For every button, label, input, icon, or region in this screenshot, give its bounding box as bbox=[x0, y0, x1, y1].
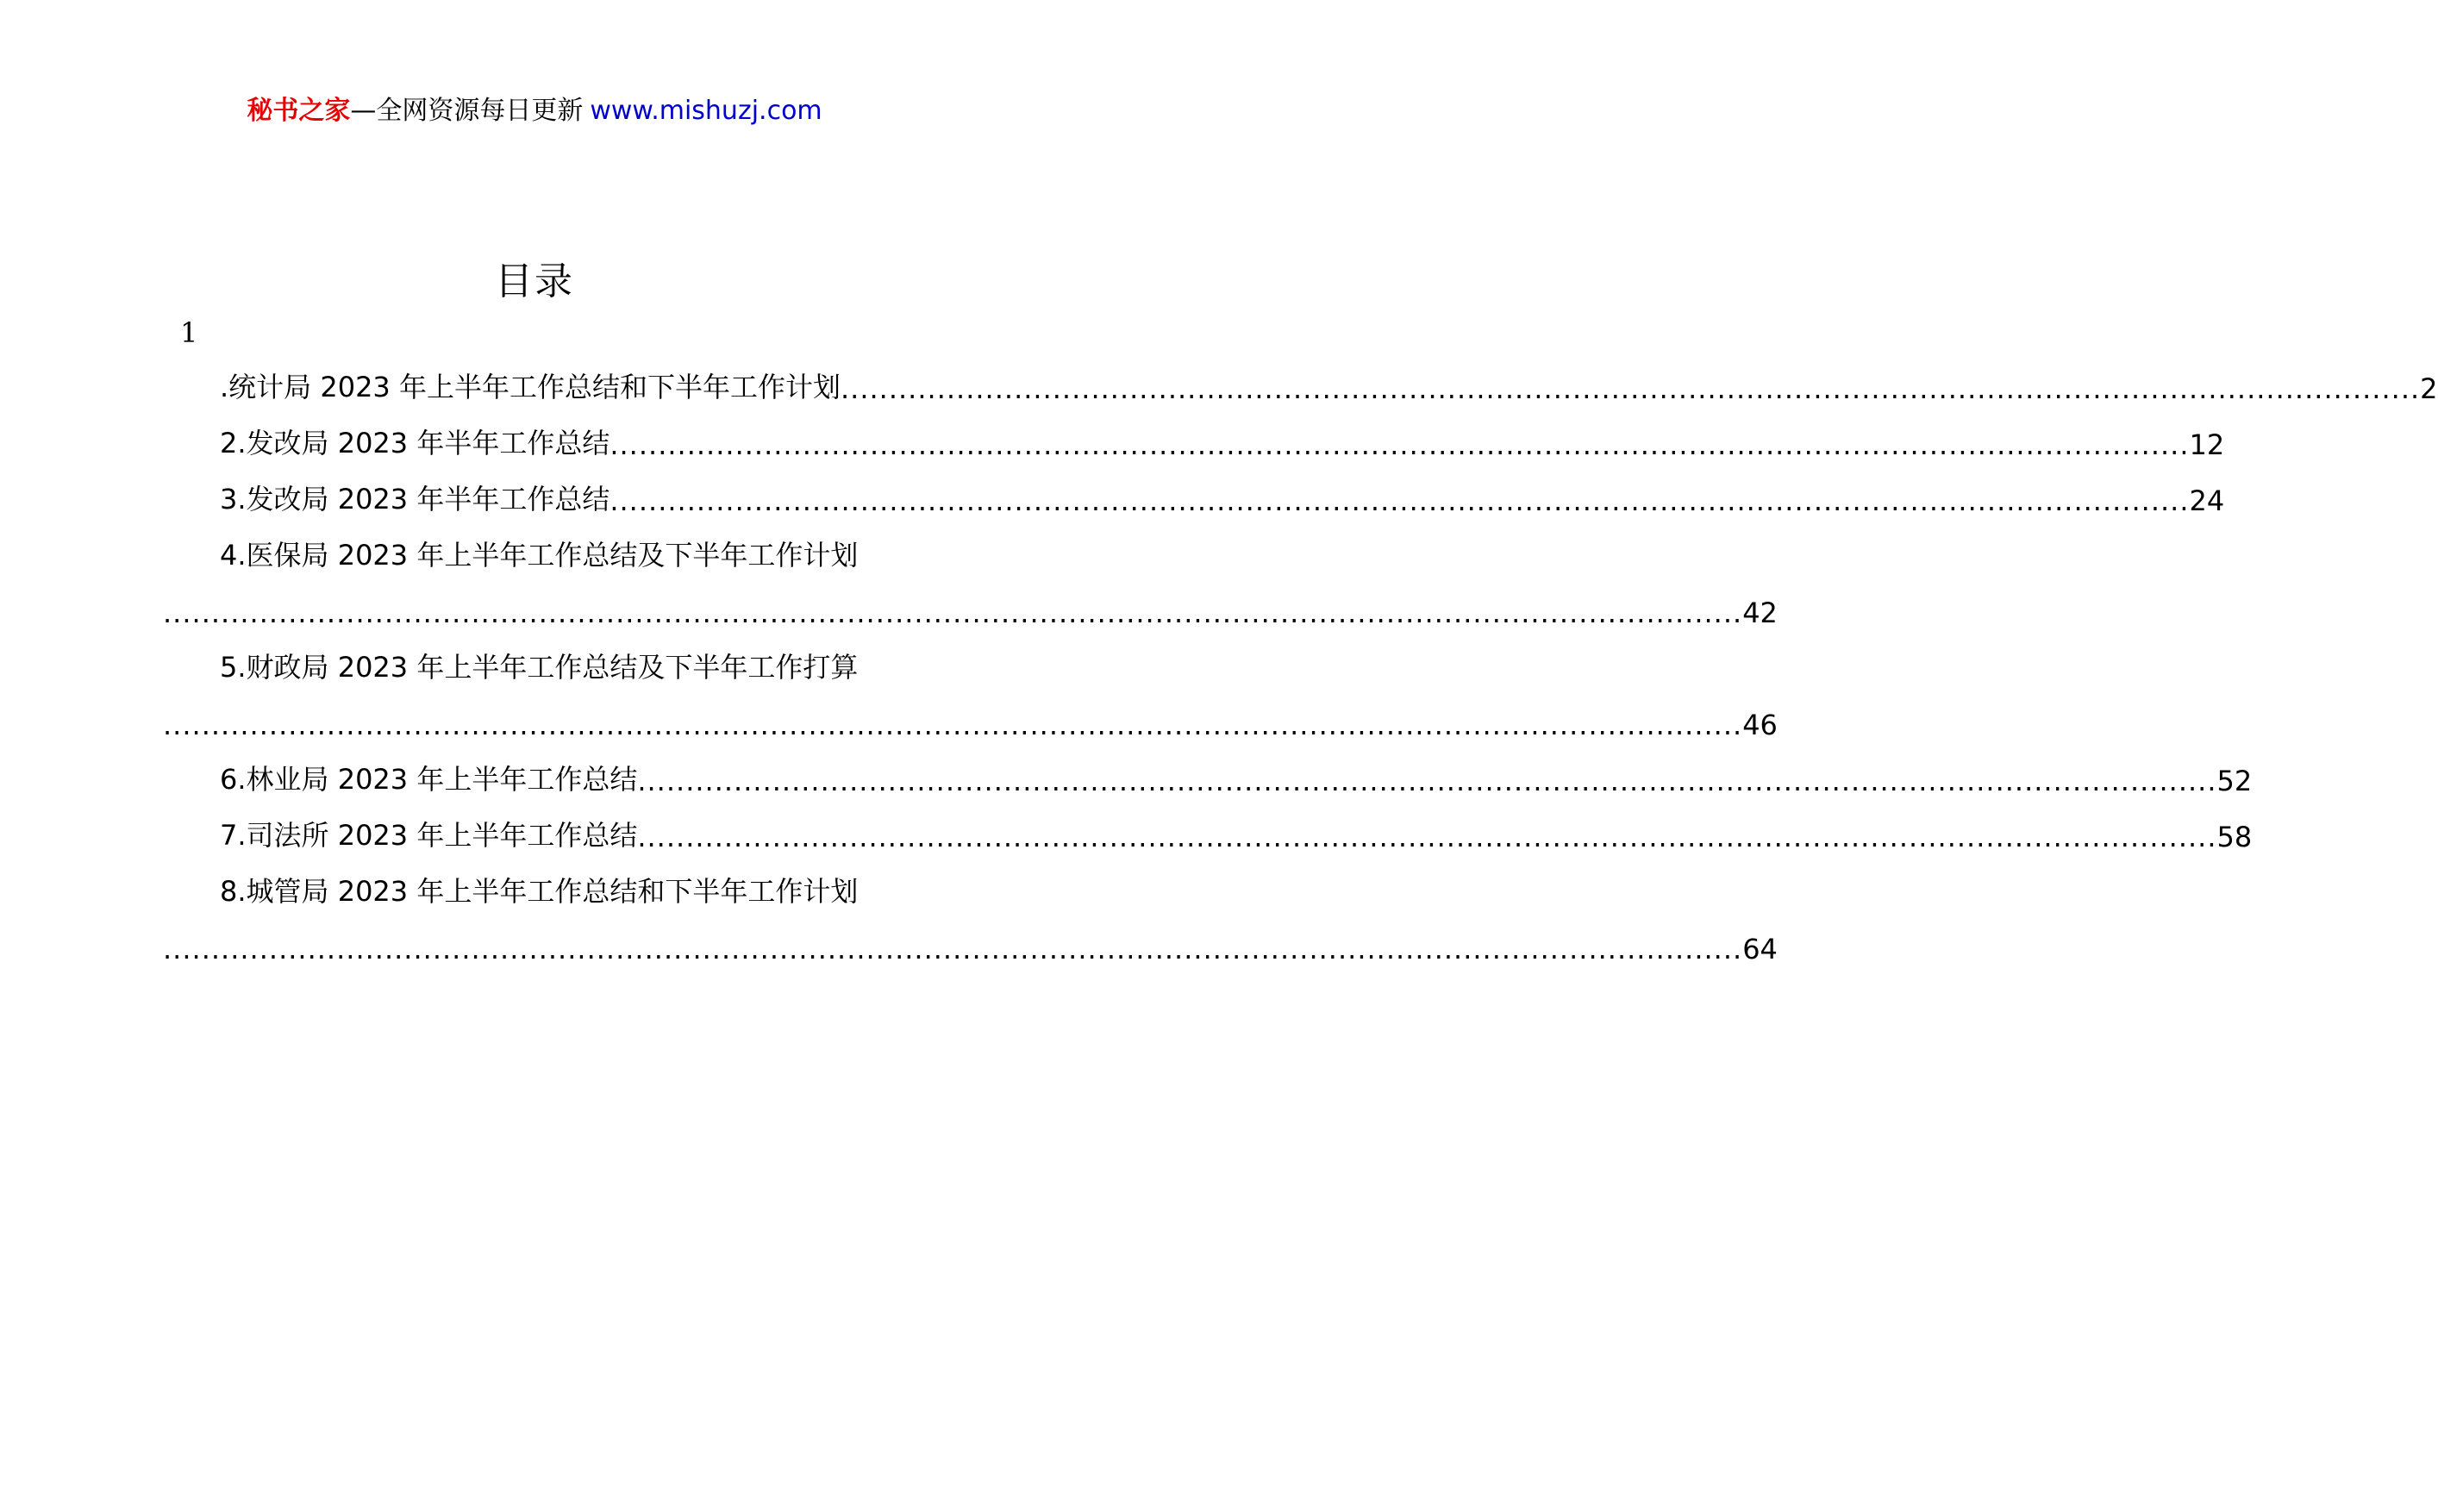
list-marker: 1 bbox=[180, 316, 198, 349]
toc-entry-4[interactable] bbox=[220, 530, 903, 573]
toc-entry-title: 8.城管局 2023 年上半年工作总结和下半年工作计划 bbox=[220, 875, 859, 908]
brand-name: 秘书之家 bbox=[247, 96, 351, 126]
toc-page-number: 64 bbox=[1742, 933, 1778, 965]
toc-page-number: 42 bbox=[1742, 597, 1778, 629]
toc-page-number: 52 bbox=[2216, 765, 2253, 797]
toc-entry-5-continuation[interactable] bbox=[163, 698, 1778, 741]
toc-entry-2[interactable] bbox=[220, 418, 2225, 461]
toc-entry-6[interactable] bbox=[220, 754, 2253, 797]
toc-page-number: 12 bbox=[2189, 428, 2225, 461]
toc-entry-title: 5.财政局 2023 年上半年工作总结及下半年工作打算 bbox=[220, 651, 859, 684]
site-header bbox=[0, 89, 1069, 127]
toc-leader: .................................................................................................................................................................... bbox=[163, 709, 1743, 741]
toc-entry-title: 3.发改局 2023 年半年工作总结 bbox=[220, 483, 610, 515]
toc-entry-5[interactable] bbox=[220, 642, 903, 685]
header-dash: — bbox=[350, 96, 377, 126]
toc-page-number: 58 bbox=[2216, 821, 2253, 853]
toc-entry-1[interactable] bbox=[220, 362, 2438, 405]
toc-entry-4-continuation[interactable] bbox=[163, 586, 1778, 629]
site-link[interactable]: www.mishuzj.com bbox=[590, 96, 822, 126]
toc-leader: .................................................................................................................................................................... bbox=[163, 597, 1743, 629]
toc-leader: .................................................................................................................................................................... bbox=[637, 765, 2217, 797]
toc-entry-8-continuation[interactable] bbox=[163, 922, 1778, 965]
toc-page-number: 24 bbox=[2189, 484, 2225, 517]
toc-leader: .................................................................................................................................................................... bbox=[840, 372, 2421, 405]
toc-entry-3[interactable] bbox=[220, 474, 2225, 517]
toc-entry-7[interactable] bbox=[220, 810, 2253, 853]
toc-entry-title: .统计局 2023 年上半年工作总结和下半年工作计划 bbox=[220, 371, 841, 403]
header-slogan: 全网资源每日更新 bbox=[376, 96, 584, 126]
toc-entry-title: 2.发改局 2023 年半年工作总结 bbox=[220, 427, 610, 459]
toc-page-number: 2 bbox=[2420, 372, 2438, 405]
toc-leader: .................................................................................................................................................................... bbox=[610, 428, 2190, 461]
toc-entry-8[interactable] bbox=[220, 866, 903, 909]
toc-leader: .................................................................................................................................................................... bbox=[637, 821, 2217, 853]
toc-leader: .................................................................................................................................................................... bbox=[163, 933, 1743, 965]
toc-entry-title: 6.林业局 2023 年上半年工作总结 bbox=[220, 763, 638, 796]
toc-leader: .................................................................................................................................................................... bbox=[610, 484, 2190, 517]
toc-entry-title: 7.司法所 2023 年上半年工作总结 bbox=[220, 819, 638, 852]
toc-page-number: 46 bbox=[1742, 709, 1778, 741]
page-title: 目录 bbox=[495, 259, 574, 303]
toc-entry-title: 4.医保局 2023 年上半年工作总结及下半年工作计划 bbox=[220, 539, 859, 572]
